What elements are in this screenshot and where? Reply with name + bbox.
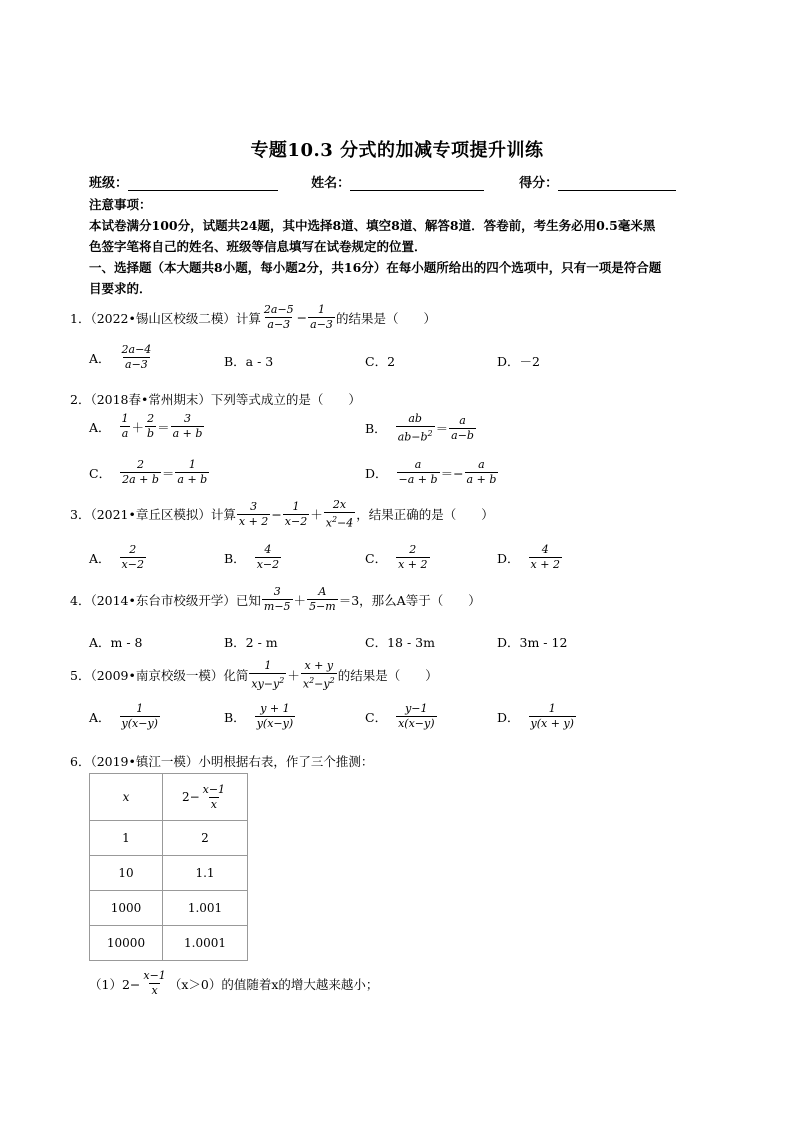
notes-line-2: 色签字笔将自己的姓名、班级等信息填写在试卷规定的位置． xyxy=(89,239,427,254)
name-field[interactable] xyxy=(350,176,484,191)
question-1-stem: 1．（2022•锡山区校级二模）计算 xyxy=(70,310,261,326)
table-row xyxy=(90,856,248,891)
name-label: 姓名： xyxy=(311,176,351,191)
fraction: 2a−5 a−3 xyxy=(263,303,294,331)
question-3: 3．（2021•章丘区模拟）计算 3 x + 2 − $\frac{1}{x-2}$ ＋ 2x $x^2-4$ ，结果正确的是（ ） xyxy=(70,498,494,530)
table-cell: 2 xyxy=(163,821,248,856)
q2-option-d[interactable]: D． a −a + b ＝− $\frac{a}{a + b}$ xyxy=(365,458,497,486)
question-5: 5．（2009•南京校级一模）化简 1 $xy-y^2$ ＋ x + y $x^2-y^2$ 的结果是（ ） xyxy=(70,659,438,691)
q4-option-a[interactable]: A．m - 8 xyxy=(89,635,143,650)
fraction: $\frac{1}{a-3}$ xyxy=(310,303,333,331)
q5-option-a[interactable]: A． 1 y(x−y) xyxy=(89,702,158,730)
q3-option-c[interactable]: C． 2 x + 2 xyxy=(365,543,428,571)
table-cell: 1.1 xyxy=(163,856,248,891)
table-row xyxy=(90,891,248,926)
q6-statement-1: （1）2− $\frac{x-1}{x}$ （x＞0）的值随着x的增大越来越小； xyxy=(89,969,379,997)
q2-option-b[interactable]: B． ab $ab-b^2$ ＝ a a−b xyxy=(365,412,474,444)
q4-option-b[interactable]: B．2 - m xyxy=(224,635,278,650)
q4-option-d[interactable]: D．3m - 12 xyxy=(497,635,568,650)
notes-line-1: 本试卷满分100分，试题共24题，其中选择8道、填空8道、解答8道．答卷前，考生务必用0.5毫米黑 xyxy=(89,218,656,233)
table-row xyxy=(90,774,248,821)
q3-option-a[interactable]: A． 2 x−2 xyxy=(89,543,144,571)
question-6: 6．（2019•镇江一模）小明根据右表，作了三个推测： xyxy=(70,754,374,769)
q3-option-d[interactable]: D． 4 x + 2 xyxy=(497,543,560,571)
section-heading-2: 目要求的． xyxy=(89,281,152,296)
q2-option-a[interactable]: A． 1 a ＋ 2 b ＝ 3 a + b xyxy=(89,412,203,440)
q5-option-d[interactable]: D． 1 y(x + y) xyxy=(497,702,574,730)
q1-option-b[interactable]: B．a - 3 xyxy=(224,354,274,369)
table-cell: 1 xyxy=(90,821,163,856)
table-header-expression: 2− $\frac{x-1}{x}$ xyxy=(163,774,248,821)
operator: − xyxy=(296,310,308,325)
q1-option-d[interactable]: D．－2 xyxy=(497,354,540,369)
q2-option-c[interactable]: C． 2 2a + b ＝ 1 a + b xyxy=(89,458,208,486)
table-row xyxy=(90,821,248,856)
q4-option-c[interactable]: C．18 - 3m xyxy=(365,635,435,650)
table-header-x: x xyxy=(90,774,163,821)
page-title: 专题10.3 分式的加减专项提升训练 xyxy=(250,140,544,161)
score-label: 得分： xyxy=(519,176,559,191)
fraction: 2a−4 a−3 xyxy=(121,343,152,371)
header-fields xyxy=(89,172,676,191)
q1-option-c[interactable]: C．2 xyxy=(365,354,396,369)
table-cell: 1.001 xyxy=(163,891,248,926)
q3-option-b[interactable]: B． 4 x−2 xyxy=(224,543,280,571)
q5-option-c[interactable]: C． y−1 x(x−y) xyxy=(365,702,435,730)
question-2: 2．（2018春•常州期末）下列等式成立的是（ ） xyxy=(70,392,361,407)
class-field[interactable] xyxy=(128,176,278,191)
question-1-tail: 的结果是（ ） xyxy=(335,310,436,326)
table-cell: 10 xyxy=(90,856,163,891)
table-cell: 1000 xyxy=(90,891,163,926)
question-1 xyxy=(70,304,436,331)
question-4: 4．（2014•东台市校级开学）已知 3 m−5 ＋ A 5−m ＝3，那么A等于（ ） xyxy=(70,585,481,613)
score-field[interactable] xyxy=(558,176,676,191)
table-cell: 10000 xyxy=(90,926,163,961)
table-cell: 1.0001 xyxy=(163,926,248,961)
section-heading-1: 一、选择题（本大题共8小题，每小题2分，共16分）在每小题所给出的四个选项中，只有一项是符合题 xyxy=(89,260,662,275)
notes-heading: 注意事项： xyxy=(89,197,152,212)
q5-option-b[interactable]: B． y + 1 y(x−y) xyxy=(224,702,294,730)
table-row xyxy=(90,926,248,961)
class-label: 班级： xyxy=(89,176,129,191)
q1-option-a[interactable]: A． 2a−4 a−3 xyxy=(89,343,152,371)
data-table xyxy=(89,773,248,961)
